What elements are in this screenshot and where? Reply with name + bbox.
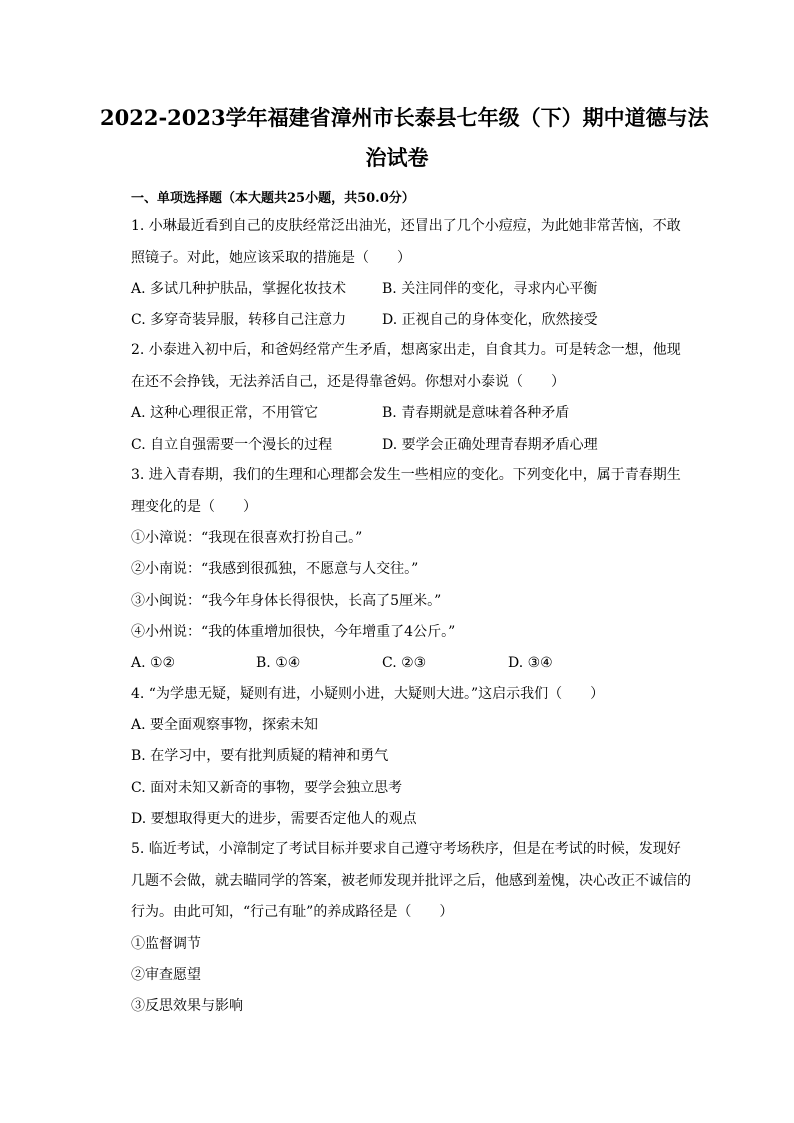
section-heading: 一、单项选择题（本大题共25小题，共50.0分） [131, 191, 415, 206]
question-5-stem: 5. 临近考试，小漳制定了考试目标并要求自己遵守考场秩序，但是在考试的时候，发现好几题不会做，就去瞄同学的答案，被老师发现并批评之后，他感到羞愧，决心改正不诚信的行为。由此可知，“行己有耻”的养成路径是（ ） [131, 841, 691, 920]
question-5-statement-2: ②审查愿望 [131, 967, 201, 983]
question-3-option-b: B. ①④ [256, 655, 301, 671]
question-3-option-a: A. ①② [131, 655, 176, 671]
question-2-stem: 2. 小泰进入初中后，和爸妈经常产生矛盾，想离家出走，自食其力。可是转念一想，他现在还不会挣钱，无法养活自己，还是得靠爸妈。你想对小泰说（ ） [131, 342, 681, 390]
question-4-option-c: C. 面对未知又新奇的事物，要学会独立思考 [131, 780, 403, 796]
question-1-option-b: B. 关注同伴的变化，寻求内心平衡 [382, 281, 598, 297]
question-2-option-b: B. 青春期就是意味着各种矛盾 [382, 405, 570, 421]
question-3-stem: 3. 进入青春期，我们的生理和心理都会发生一些相应的变化。下列变化中，属于青春期生理变化的是（ ） [131, 467, 681, 515]
exam-title-line-2: 治试卷 [365, 145, 429, 170]
question-2-option-a: A. 这种心理很正常，不用管它 [131, 405, 319, 421]
question-4-stem: 4. “为学患无疑，疑则有进，小疑则小进，大疑则大进。”这启示我们（ ） [131, 686, 605, 702]
question-3-statement-1: ①小漳说：“我现在很喜欢打扮自己。” [131, 530, 363, 546]
question-3-statement-2: ②小南说：“我感到很孤独，不愿意与人交往。” [131, 561, 419, 577]
exam-title-line-1: 2022-2023学年福建省漳州市长泰县七年级（下）期中道德与法 [100, 105, 709, 130]
question-1-option-c: C. 多穿奇装异服，转移自己注意力 [131, 312, 347, 328]
question-3-statement-3: ③小闽说：“我今年身体长得很快，长高了5厘米。” [131, 593, 442, 609]
question-2-option-c: C. 自立自强需要一个漫长的过程 [131, 437, 333, 453]
question-2-option-d: D. 要学会正确处理青春期矛盾心理 [382, 437, 598, 453]
question-3-option-d: D. ③④ [508, 655, 553, 671]
question-4-option-d: D. 要想取得更大的进步，需要否定他人的观点 [131, 811, 417, 827]
question-4-option-b: B. 在学习中，要有批判质疑的精神和勇气 [131, 748, 389, 764]
question-5-statement-3: ③反思效果与影响 [131, 998, 243, 1014]
question-5-statement-1: ①监督调节 [131, 936, 201, 952]
question-1-option-d: D. 正视自己的身体变化，欣然接受 [382, 312, 598, 328]
question-1-stem: 1. 小琳最近看到自己的皮肤经常泛出油光，还冒出了几个小痘痘，为此她非常苦恼，不敢照镜子。对此，她应该采取的措施是（ ） [131, 218, 681, 266]
question-1-option-a: A. 多试几种护肤品，掌握化妆技术 [131, 281, 347, 297]
question-3-statement-4: ④小州说：“我的体重增加很快，今年增重了4公斤。” [131, 624, 456, 640]
question-4-option-a: A. 要全面观察事物，探索未知 [131, 717, 319, 733]
question-3-option-c: C. ②③ [382, 655, 427, 671]
